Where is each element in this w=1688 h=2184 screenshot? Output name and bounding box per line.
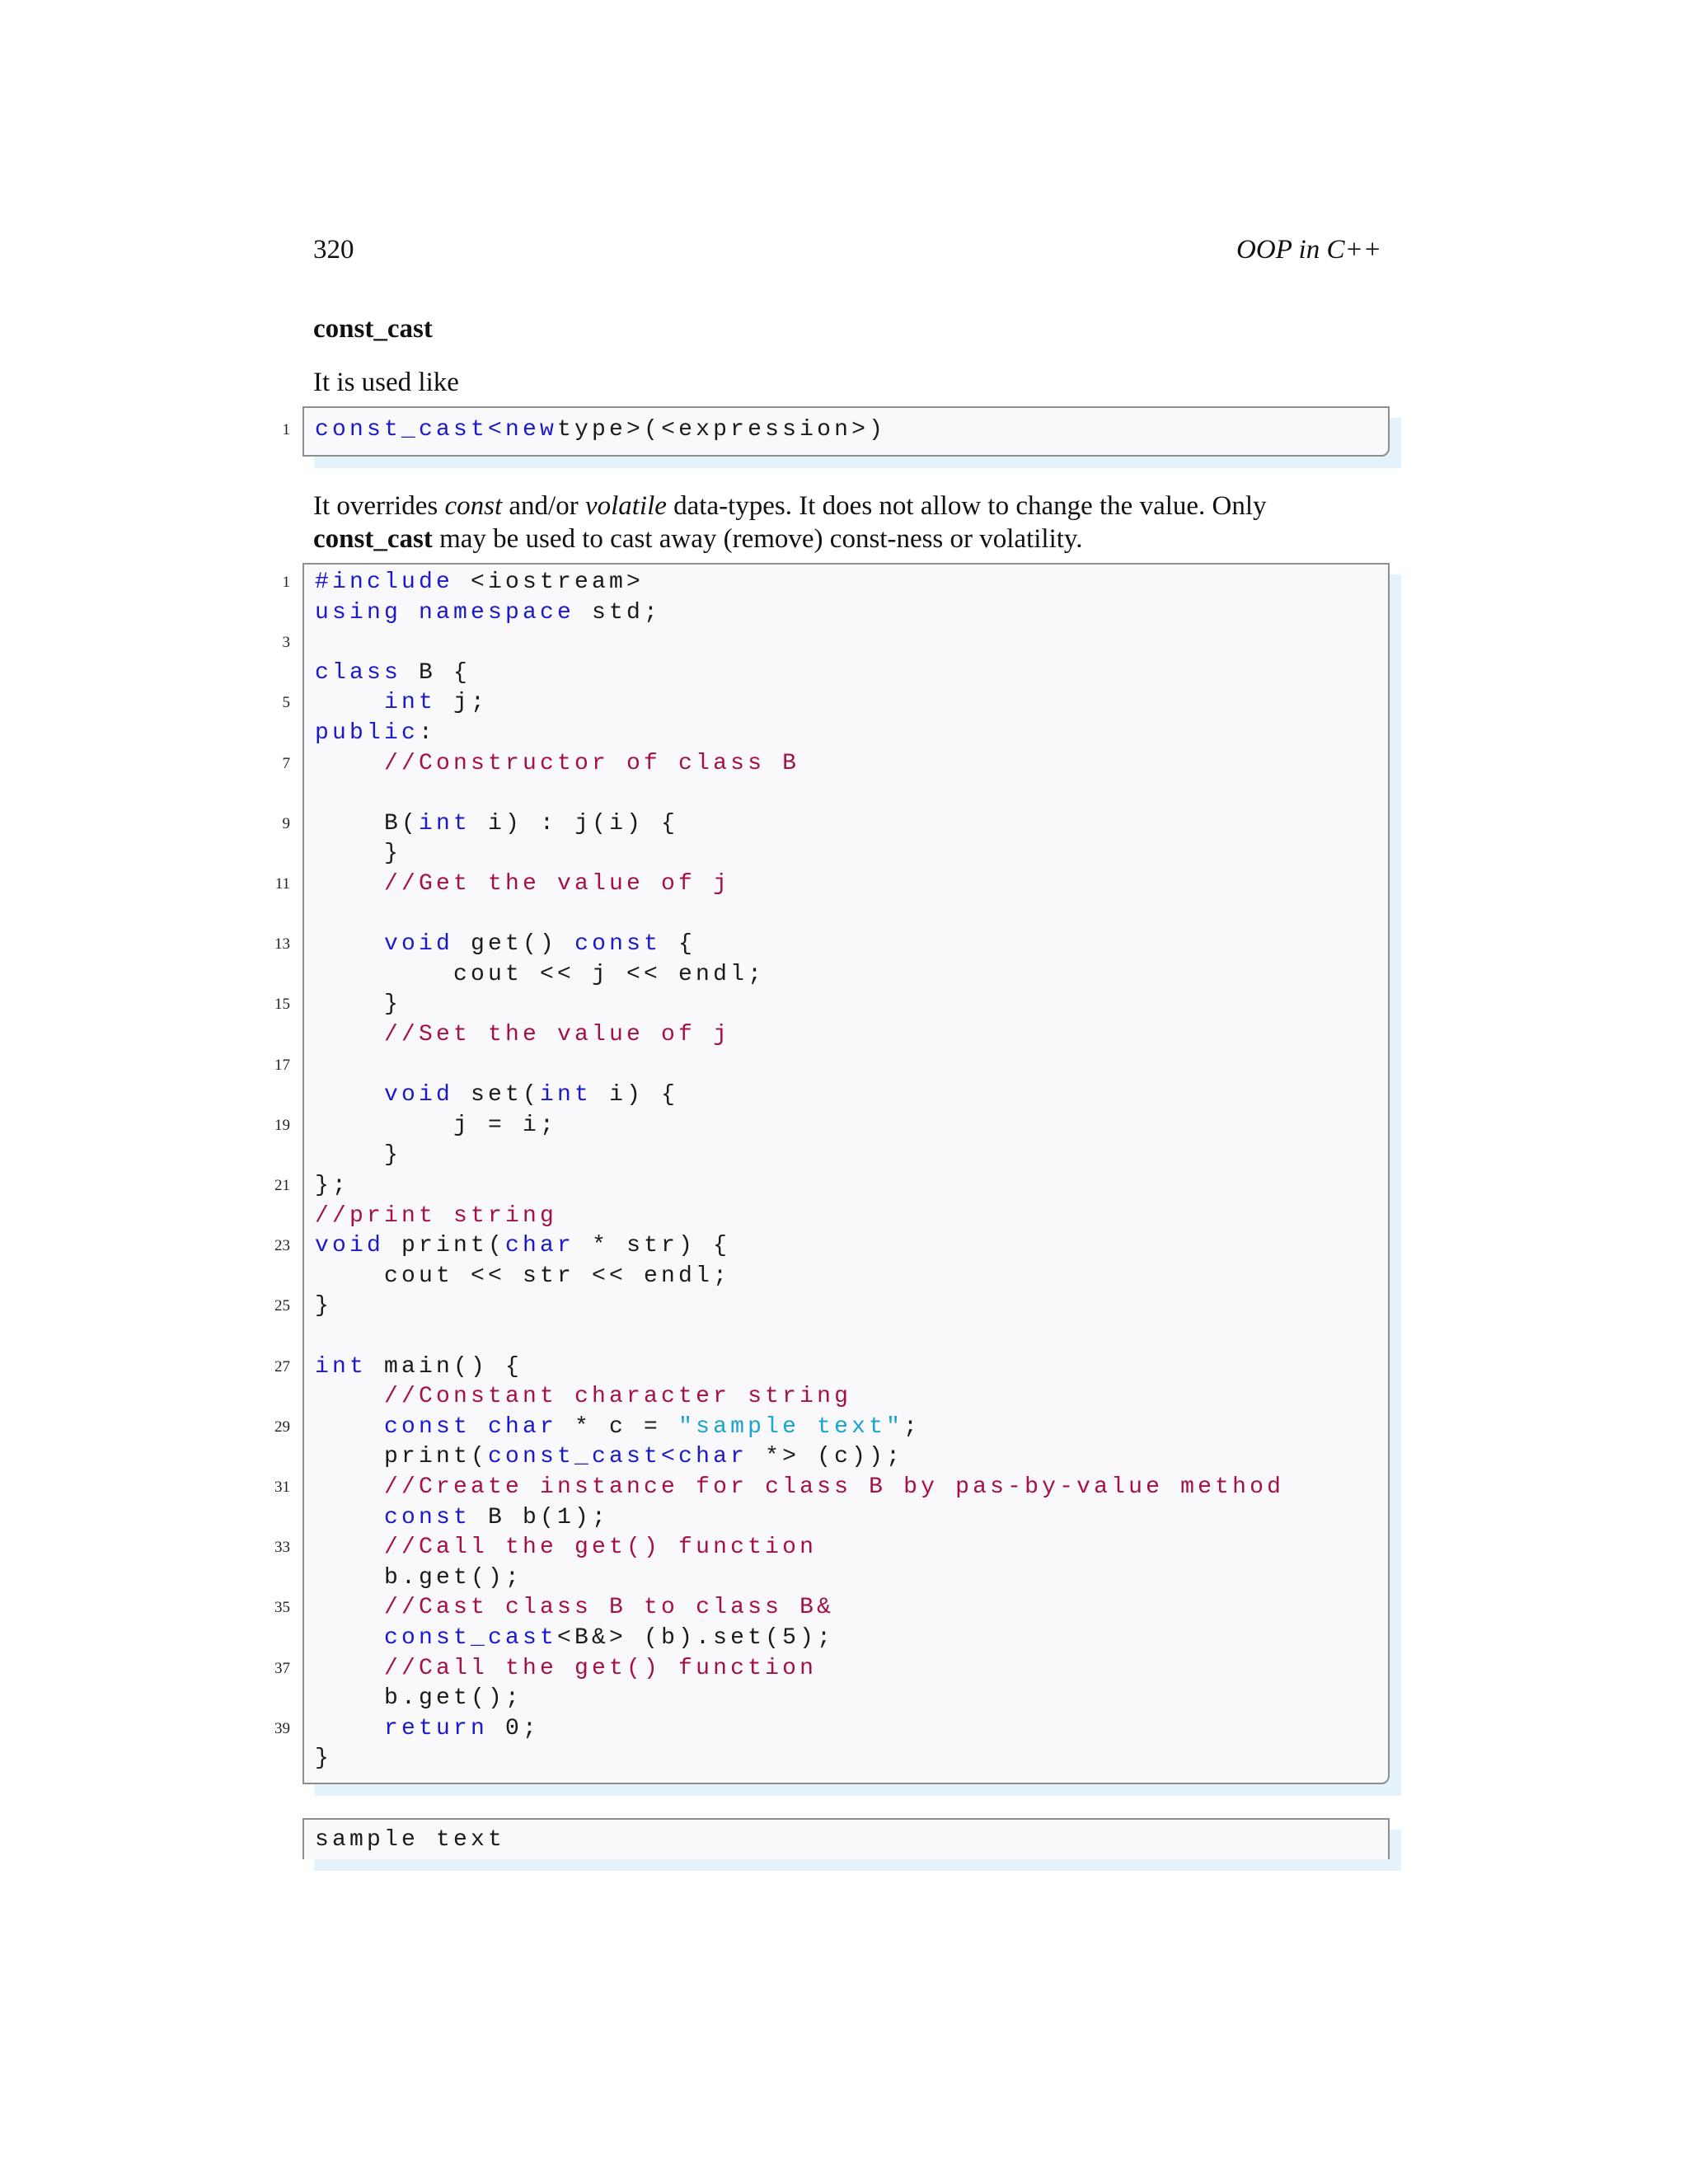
code-text: [315, 1595, 384, 1620]
code-text: }: [315, 1142, 402, 1169]
code-line: [315, 808, 678, 839]
code-line: [315, 567, 644, 598]
emphasis-const: const: [444, 491, 503, 521]
code-line: [315, 1140, 401, 1170]
code-line: [315, 687, 488, 718]
code-line: [315, 959, 765, 990]
code-line: [315, 1352, 523, 1382]
code-line: [315, 1201, 557, 1231]
line-number: 35: [274, 1599, 290, 1617]
code-comment: //print string: [315, 1202, 558, 1229]
code-text: * str) {: [574, 1233, 731, 1259]
code-keyword: const: [574, 931, 662, 958]
code-text: i) : j(i) {: [471, 810, 679, 837]
code-line: [315, 1653, 817, 1684]
section-title: const_cast: [313, 314, 433, 344]
code-text: 0;: [488, 1715, 541, 1741]
code-keyword: int: [419, 810, 471, 837]
code-line: [315, 1441, 903, 1472]
code-keyword: const_cast<new: [315, 417, 558, 443]
code-comment: //Cast class B to class B&: [384, 1595, 835, 1621]
code-text: :: [419, 720, 437, 746]
code-text: {: [661, 931, 696, 958]
code-keyword: const_cast<char: [488, 1444, 748, 1470]
code-line: [315, 658, 471, 688]
line-number: 37: [274, 1659, 290, 1677]
code-text: <B&> (b).set(5);: [557, 1625, 835, 1651]
code-line: [315, 1230, 730, 1261]
code-line: [315, 869, 730, 899]
code-text: cout << str << endl;: [315, 1263, 731, 1289]
code-text: [315, 1384, 384, 1409]
code-keyword: char: [505, 1233, 575, 1259]
code-keyword: void: [384, 1082, 454, 1108]
code-text: sample text: [315, 1827, 506, 1853]
code-text: }: [315, 1746, 333, 1772]
line-number: 7: [282, 754, 290, 772]
code-text: get(): [453, 931, 575, 958]
code-text: type>(<expression>): [557, 417, 887, 443]
explanation-paragraph: [313, 490, 1385, 555]
code-text: b.get();: [315, 1685, 523, 1712]
code-line: [315, 748, 799, 779]
line-number: 39: [274, 1719, 290, 1737]
code-comment: //Constant character string: [384, 1384, 852, 1410]
output-listing: [302, 1818, 1390, 1859]
code-line: [315, 1110, 557, 1141]
code-line: [315, 598, 661, 628]
main-code-listing: [274, 563, 1390, 1784]
code-text: ;: [903, 1413, 921, 1440]
line-number: 17: [274, 1056, 290, 1074]
code-comment: //Create instance for class B by pas-by-value method: [384, 1474, 1285, 1500]
line-number: 13: [274, 935, 290, 954]
line-number: 19: [274, 1116, 290, 1134]
line-number: 31: [274, 1479, 290, 1496]
code-line: [315, 1592, 834, 1623]
code-line: [315, 1713, 540, 1744]
code-keyword: void: [315, 1233, 385, 1259]
line-number: 11: [274, 875, 290, 893]
code-text: [315, 690, 384, 715]
explanation-text: It overrides: [313, 491, 445, 521]
line-number: 23: [274, 1237, 290, 1255]
code-line: [315, 989, 401, 1019]
line-number: 33: [274, 1539, 290, 1557]
intro-text: It is used like: [313, 368, 459, 397]
line-number: 5: [282, 694, 290, 712]
code-text: main() {: [367, 1353, 523, 1380]
code-text: [315, 1022, 384, 1047]
code-keyword: const_cast: [384, 1625, 558, 1651]
code-text: i) {: [592, 1082, 679, 1108]
code-comment: //Call the get() function: [384, 1535, 818, 1561]
code-keyword: const: [384, 1504, 471, 1530]
line-number: 21: [274, 1177, 290, 1194]
line-number: 29: [274, 1418, 290, 1436]
code-line: [315, 1825, 505, 1855]
code-line: [315, 1683, 523, 1713]
code-line: [315, 929, 696, 959]
code-text: b.get();: [315, 1564, 523, 1591]
code-text: [315, 1414, 384, 1440]
code-line: [315, 1532, 817, 1563]
code-string: "sample text": [678, 1413, 904, 1440]
code-text: print(: [315, 1444, 489, 1470]
code-line: [315, 1080, 678, 1110]
explanation-line-2: [313, 523, 1385, 555]
code-line: [315, 1019, 730, 1050]
code-line: [315, 415, 886, 445]
code-keyword: int: [315, 1353, 368, 1380]
code-line: [315, 1412, 921, 1442]
code-text: [315, 1625, 384, 1651]
code-text: j = i;: [315, 1112, 558, 1138]
code-line: [315, 1502, 609, 1533]
line-number: 1: [282, 421, 290, 438]
code-line: [315, 1743, 332, 1774]
code-comment: //Set the value of j: [384, 1022, 731, 1047]
page-number: 320: [313, 235, 354, 265]
code-line: [315, 1623, 834, 1653]
code-text: }: [315, 991, 402, 1018]
code-text: std;: [574, 599, 662, 626]
code-text: }: [315, 841, 402, 867]
code-text: j;: [436, 690, 489, 716]
code-keyword: const char: [384, 1413, 558, 1440]
code-line: [315, 1291, 332, 1321]
code-text: [315, 871, 384, 897]
code-line: [315, 718, 436, 748]
code-text: [315, 1535, 384, 1560]
code-text: * c =: [557, 1413, 679, 1440]
code-keyword: return: [384, 1715, 489, 1741]
code-line: [315, 1472, 1284, 1502]
code-text: print(: [384, 1233, 506, 1259]
code-keyword: int: [540, 1082, 593, 1108]
code-line: [315, 1261, 730, 1291]
line-number: 3: [282, 634, 290, 652]
code-keyword: public: [315, 720, 420, 746]
code-text: *> (c));: [748, 1444, 904, 1470]
code-text: [315, 1716, 384, 1741]
code-text: B b(1);: [471, 1504, 610, 1530]
code-keyword: using namespace: [315, 599, 575, 626]
code-text: [315, 751, 384, 776]
code-text: [315, 931, 384, 957]
running-title: OOP in C++: [1236, 235, 1381, 265]
code-text: };: [315, 1173, 350, 1198]
code-comment: //Constructor of class B: [384, 750, 800, 776]
line-number: 1: [282, 574, 290, 591]
line-number: 27: [274, 1357, 290, 1376]
code-text: B {: [401, 659, 471, 686]
code-text: [315, 1505, 384, 1530]
code-keyword: int: [384, 690, 437, 716]
code-keyword: void: [384, 931, 454, 958]
code-text: set(: [453, 1082, 541, 1108]
code-text: B(: [315, 810, 420, 837]
code-text: <iostream>: [453, 569, 645, 595]
code-text: [315, 1474, 384, 1500]
explanation-text: may be used to cast away (remove) const-ness or volatility.: [432, 524, 1083, 554]
code-text: }: [315, 1293, 333, 1319]
emphasis-volatile: volatile: [584, 491, 667, 521]
code-text: cout << j << endl;: [315, 961, 766, 987]
line-number: 25: [274, 1297, 290, 1315]
line-number: 15: [274, 996, 290, 1014]
explanation-text: data-types. It does not allow to change the value. Only: [666, 491, 1267, 521]
code-line: [315, 1381, 851, 1412]
code-comment: //Get the value of j: [384, 871, 731, 897]
code-keyword: class: [315, 659, 402, 686]
line-number: 9: [282, 814, 290, 832]
code-line: [315, 1563, 523, 1593]
code-comment: //Call the get() function: [384, 1655, 818, 1681]
code-keyword: #include: [315, 569, 454, 595]
code-text: [315, 1082, 384, 1108]
explanation-text: and/or: [502, 491, 585, 521]
code-text: [315, 1656, 384, 1681]
code-line: [315, 838, 401, 869]
code-line: [315, 1170, 349, 1201]
bold-const-cast: const_cast: [313, 524, 433, 554]
syntax-code-listing: [282, 406, 1390, 457]
